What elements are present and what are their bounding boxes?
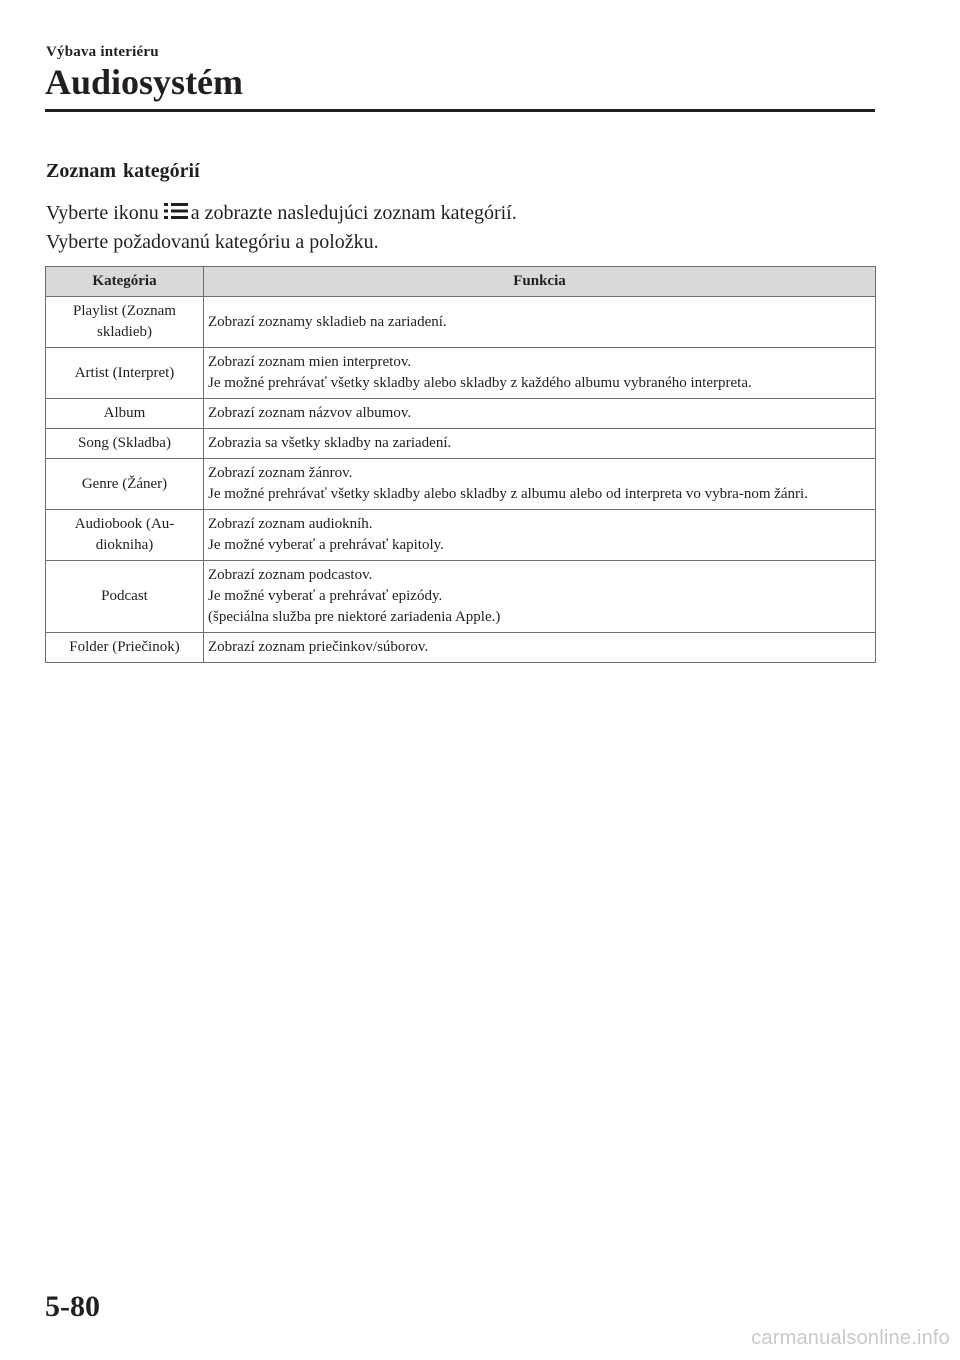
- function-line: Je možné vyberať a prehrávať epizódy.: [208, 588, 443, 604]
- intro-before-icon: Vyberte ikonu: [46, 202, 159, 224]
- function-line: Je možné prehrávať všetky skladby alebo skladby z každého albumu vybraného interpreta.: [208, 375, 752, 391]
- table-body: [46, 297, 876, 663]
- function-cell: [204, 348, 876, 399]
- category-cell: Artist (Interpret): [46, 348, 204, 399]
- function-cell: [204, 399, 876, 429]
- category-cell: Folder (Priečinok): [46, 633, 204, 663]
- function-cell: [204, 459, 876, 510]
- category-table: [45, 266, 876, 663]
- intro-text: [46, 199, 876, 257]
- function-line: Zobrazí zoznamy skladieb na zariadení.: [208, 313, 447, 330]
- sub-heading: Zoznam kategórií: [46, 160, 200, 182]
- function-line: (špeciálna služba pre niektoré zariadenia Apple.): [208, 609, 501, 625]
- list-icon: [163, 201, 189, 221]
- function-line: Zobrazí zoznam podcastov.: [208, 567, 373, 583]
- header-category: Kategória: [46, 267, 204, 297]
- function-line: Zobrazí zoznam názvov albumov.: [208, 405, 412, 421]
- category-cell: Album: [46, 399, 204, 429]
- table-row: [46, 429, 876, 459]
- category-cell: Genre (Žáner): [46, 459, 204, 510]
- function-cell: [204, 633, 876, 663]
- function-line: Zobrazí zoznam priečinkov/súborov.: [208, 639, 429, 655]
- table-row: [46, 399, 876, 429]
- intro-line-1: [46, 199, 876, 228]
- function-line: Zobrazí zoznam audiokníh.: [208, 516, 373, 532]
- table-row: [46, 348, 876, 399]
- category-cell: Audiobook (Au-diokniha): [46, 510, 204, 561]
- function-cell: [204, 510, 876, 561]
- function-line: Je možné vyberať a prehrávať kapitoly.: [208, 537, 444, 553]
- table-header-row: [46, 267, 876, 297]
- category-cell: Playlist (Zoznam skladieb): [46, 297, 204, 348]
- watermark: carmanualsonline.info: [751, 1327, 950, 1349]
- function-cell: [204, 561, 876, 633]
- section-label: Výbava interiéru: [46, 44, 159, 60]
- function-cell: [204, 297, 876, 348]
- function-line: Zobrazí zoznam mien interpretov.: [208, 354, 412, 370]
- intro-line-2: Vyberte požadovanú kategóriu a položku.: [46, 231, 379, 253]
- function-line: Zobrazí zoznam žánrov.: [208, 465, 353, 481]
- header-function: Funkcia: [204, 267, 876, 297]
- function-line: Zobrazia sa všetky skladby na zariadení.: [208, 435, 452, 451]
- table-row: [46, 561, 876, 633]
- function-cell: [204, 429, 876, 459]
- table-row: [46, 633, 876, 663]
- function-line: Je možné prehrávať všetky skladby alebo skladby z albumu alebo od interpreta vo vybra-nom žánri.: [208, 486, 808, 502]
- table-row: [46, 297, 876, 348]
- table-row: [46, 510, 876, 561]
- category-cell: Song (Skladba): [46, 429, 204, 459]
- table-row: [46, 459, 876, 510]
- page-number: 5-80: [45, 1290, 100, 1323]
- intro-after-icon: a zobrazte nasledujúci zoznam kategórií.: [190, 202, 517, 224]
- category-cell: Podcast: [46, 561, 204, 633]
- chapter-title: Audiosystém: [45, 62, 244, 102]
- header-rule: [45, 109, 875, 112]
